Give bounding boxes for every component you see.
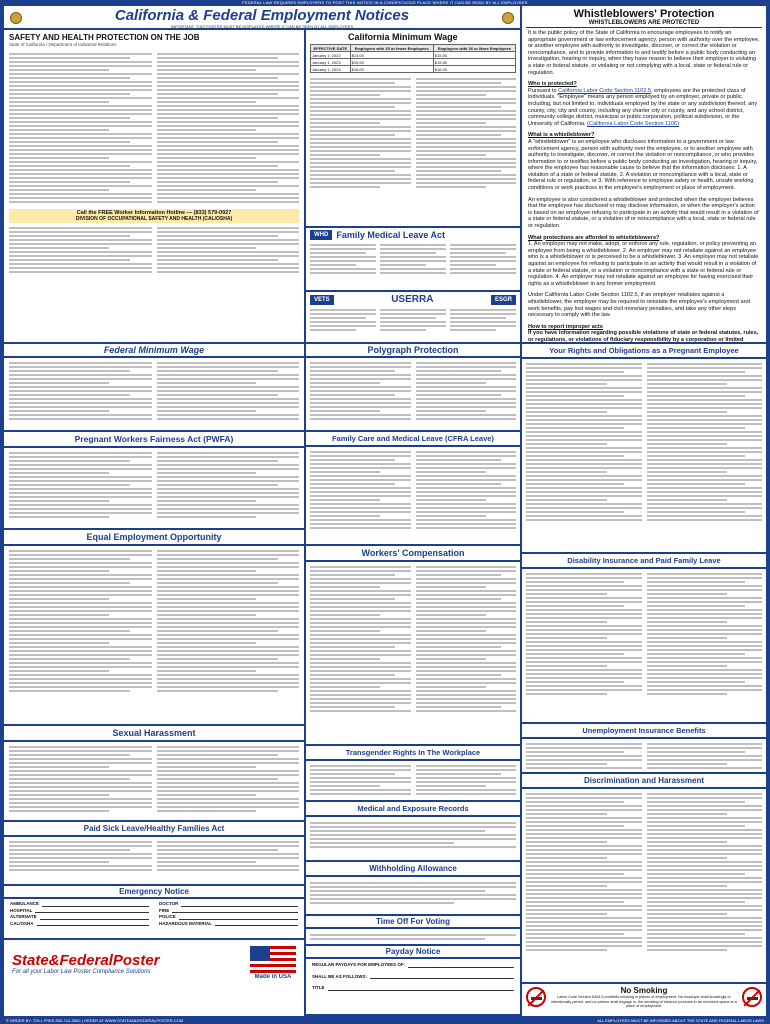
emergency-field-label: AMBULANCE [10,901,39,906]
emergency-field-input[interactable] [215,921,298,927]
vets-logo: VETS [310,295,334,305]
min-wage-cell: $16.00 [433,66,515,73]
cal-osha-hotline: Call the FREE Worker Information Hotline — (833) 579-0927 [76,209,232,216]
min-wage-cell: January 1, 2023 [311,59,351,66]
discrimination-panel [522,774,766,982]
payday-field-input[interactable] [408,962,514,968]
emergency-field-label: ALTERNATE [10,914,37,919]
min-wage-cell: $15.50 [350,59,433,66]
emergency-field-input[interactable] [35,908,149,914]
min-wage-col-small: Employers with 25 or fewer Employees [350,45,433,52]
brand-panel [4,940,304,1016]
cal-osha-division: DIVISION OF OCCUPATIONAL SAFETY AND HEALTH (CAL/OSHA) [75,215,233,222]
min-wage-col-date: EFFECTIVE DATE [311,45,351,52]
min-wage-heading: California Minimum Wage [348,32,458,42]
fmla-panel [306,228,520,290]
usa-flag-icon [250,946,296,974]
payday-field-input[interactable] [370,974,514,980]
bottom-right-text: ALL EMPLOYEES MUST BE INFORMED ABOUT THE STATE AND FEDERAL LABOR LAWS [597,1018,764,1023]
emergency-field-label: CAL/OSHA [10,920,34,926]
no-smoking-icon-right [742,987,762,1007]
payday-panel [306,946,520,1014]
federal-min-wage-heading: Federal Minimum Wage [4,344,304,358]
emergency-panel [4,886,304,938]
disability-panel [522,554,766,722]
emergency-field-input[interactable] [179,914,298,920]
withholding-panel [306,862,520,914]
wb-p2-link[interactable]: California Labor Code Section 1102.5 [558,87,652,94]
eeo-heading: Equal Employment Opportunity [4,530,304,546]
california-seal-icon [10,12,22,24]
emergency-field-input[interactable] [181,901,298,907]
main-subtitle: IMPORTANT: THIS POSTER MUST BE DISPLAYED WHERE IT CAN BE SEEN BY ALL EMPLOYEES [170,24,354,28]
payday-field-input[interactable] [328,985,515,991]
emergency-field-label: POLICE [159,914,176,919]
min-wage-cell: January 1, 2024 [311,66,351,73]
wb-p3b: An employee is also considered a whistleblower and protected when the employer believes that the employee has disclosed or may disclose information, or when the employer's action is based on an employee refusing to participate in an activity that would result in a violation of a state or federal statute, or a violation of or noncompliance with a local, state or federal rule or regulation. [528,196,759,230]
payday-field-label: SHALL BE AS FOLLOWS: [312,973,367,979]
time-off-vote-heading: Time Off For Voting [306,916,520,929]
brand-tagline: For all your Labor Law Poster Compliance Solutions [12,968,151,975]
sexual-harassment-heading: Sexual Harassment [4,726,304,742]
fmla-heading: Family Medical Leave Act [336,230,446,240]
safety-heading: SAFETY AND HEALTH PROTECTION ON THE JOB [9,33,200,42]
emergency-field-label: FIRE [159,907,170,913]
min-wage-table [310,44,516,73]
whistleblower-heading: Whistleblowers' Protection [573,8,715,20]
wb-h5: How to report improper acts [528,323,603,330]
paid-sick-heading: Paid Sick Leave/Healthy Families Act [4,822,304,837]
whistleblower-body [522,28,766,342]
pwfa-panel [4,432,304,528]
min-wage-cell: $15.50 [433,59,515,66]
whistleblower-panel [522,6,766,342]
wb-p2b: , employees are the protected class of individuals. "Employee" means any person employed by an employer, private or public, including, but not limited to, individuals employed by the state or any subdivision thereof, any county, city, city and county, including any charter city or county, and any school district, community college district, municipal or public corporation, political subdivision, or the University of California. [528,87,758,127]
wb-p3: A "whistleblower" is an employee who discloses information to a government or law enforcement agency, person with authority over the employee, or to another employee with authority to investigate, discover, or correct the violation or noncompliance, or who provides information to or testifies before a public body conducting an investigation, hearing or inquiry, where the employee has reasonable cause to believe that the information discloses: 1. A violation of a state or federal statute, 2. A violation or noncompliance with a local, state or federal rule or regulation, or 3. With reference to employee safety or health, unsafe working conditions or work practices in the employee's employment or place of employment. [528,138,758,192]
wb-p4b: Under California Labor Code Section 1102.5, if an employer retaliates against a whistleblower, the employer may be required to reinstate the employee's employment and work benefits, pay lost wages and civil monetary penalties, and take any other steps necessary to comply with the law. [528,292,750,319]
disability-heading: Disability Insurance and Paid Family Leave [522,554,766,569]
sexual-harassment-panel [4,726,304,820]
main-title: California & Federal Employment Notices [114,7,410,24]
min-wage-col-large: Employers with 26 or More Employees [433,45,515,52]
wb-p2a: Pursuant to [528,87,559,94]
time-off-vote-panel [306,916,520,944]
userra-heading: USERRA [391,294,434,305]
min-wage-cell: $14.00 [350,52,433,59]
federal-seal-icon [502,12,514,24]
wb-h2: Who is protected? [528,81,577,88]
workers-comp-panel [306,546,520,744]
whd-logo: WHD [310,230,332,240]
safety-text-col-1 [9,51,152,205]
safety-text-col-2 [157,51,300,205]
emergency-field-input[interactable] [172,908,298,914]
transgender-panel [306,746,520,800]
eeo-panel [4,530,304,724]
min-wage-cell: January 1, 2022 [311,52,351,59]
transgender-heading: Transgender Rights In The Workplace [306,746,520,761]
no-smoking-heading: No Smoking [620,986,668,995]
emergency-heading: Emergency Notice [4,886,304,899]
withholding-heading: Withholding Allowance [306,862,520,877]
medical-records-heading: Medical and Exposure Records [306,802,520,817]
payday-heading: Payday Notice [306,946,520,959]
min-wage-cell: $16.00 [350,66,433,73]
made-in-usa: Made in USA [254,974,292,980]
pregnant-rights-heading: Your Rights and Obligations as a Pregnant Employee [522,344,766,359]
no-smoking-panel [522,984,766,1016]
cfra-heading: Family Care and Medical Leave (CFRA Leave) [306,432,520,447]
no-smoking-icon [526,987,546,1007]
top-banner: FEDERAL LAW REQUIRES EMPLOYERS TO POST THIS NOTICE IN A CONSPICUOUS PLACE WHERE IT CAN BE READ BY ALL EMPLOYEES [0,0,770,6]
wb-h3: What is a whistleblower? [528,132,595,139]
wb-p2-link2[interactable]: (California Labor Code Section 1106) [587,120,680,127]
wb-h4: What protections are afforded to whistleblowers? [528,234,660,241]
paid-sick-panel [4,822,304,884]
emergency-field-label: HOSPITAL [10,907,33,913]
federal-min-wage-panel [4,344,304,430]
brand-name: State&FederalPoster [12,951,160,969]
esgr-logo: ESGR [491,295,516,305]
min-wage-cell: $15.00 [433,52,515,59]
min-wage-panel [306,30,520,226]
workers-comp-heading: Workers' Compensation [306,546,520,562]
payday-field-label: TITLE [312,985,325,990]
unemployment-panel [522,724,766,772]
discrimination-heading: Discrimination and Harassment [522,774,766,789]
cfra-panel [306,432,520,544]
userra-panel [306,292,520,342]
whistleblower-subheading: WHISTLEBLOWERS ARE PROTECTED [526,20,762,28]
polygraph-heading: Polygraph Protection [306,344,520,358]
wb-p5: If you have information regarding possible violations of state or federal statutes, rules, or regulations, or violations of fiduciary responsibility by a corporation or limited [528,330,759,342]
pwfa-heading: Pregnant Workers Fairness Act (PWFA) [4,432,304,448]
bottom-left-text: © ORDER BY: TOLL FREE 800-741-3500 | ORDER AT WWW.STATEANDFEDERALPOSTER.COM [6,1018,184,1023]
pregnant-rights-panel [522,344,766,552]
emergency-field-label: HAZARDOUS MATERIAL [159,920,212,926]
emergency-field-input[interactable] [40,914,149,920]
safety-subheading: State of California / Department of Industrial Relations [9,42,117,47]
payday-field-label: REGULAR PAYDAYS FOR EMPLOYEES OF: [312,962,406,967]
emergency-field-input[interactable] [42,901,149,907]
medical-records-panel [306,802,520,860]
wb-p1: It is the public policy of the State of California to encourage employees to notify an appropriate government or law enforcement agency, person with authority over the employee, or another employee with authority to investigate, discover, or correct the violation or noncompliance, and to provide information to and testify before a public body conducting an investigation, hearing or inquiry, when they have reason to believe their employer is violating a state or federal statute, or violating or not complying with a local, state or federal rule or regulation. [528,30,760,76]
no-smoking-text: Labor Code Section 6404.5 prohibits smoking in places of employment. No employer shall knowingly or intentionally permit, and no person shall engage in, the smoking of tobacco products in an enclosed space at a place of employment. [551,995,737,1008]
bottom-banner [0,1017,770,1024]
emergency-field-input[interactable] [37,921,150,927]
safety-panel [4,30,304,342]
unemployment-heading: Unemployment Insurance Benefits [522,724,766,739]
emergency-field-label: DOCTOR [159,901,179,906]
polygraph-panel [306,344,520,430]
wb-p4: 1. An employer may not make, adopt, or enforce any rule, regulation, or policy preventing an employee from being a whistleblower. 2. An employer may not retaliate against an employee who is a whistleblower or is perceived to be a whistleblower. 3. An employer may not retaliate against an employee for refusing to participate in an activity that would result in a violation of a state or federal statute, or a violation or noncompliance with a state or federal rule or regulation. 4. An employer may not retaliate against an employee for having exercised their rights as a whistleblower in any former employment. [528,241,759,287]
title-panel [4,6,520,28]
